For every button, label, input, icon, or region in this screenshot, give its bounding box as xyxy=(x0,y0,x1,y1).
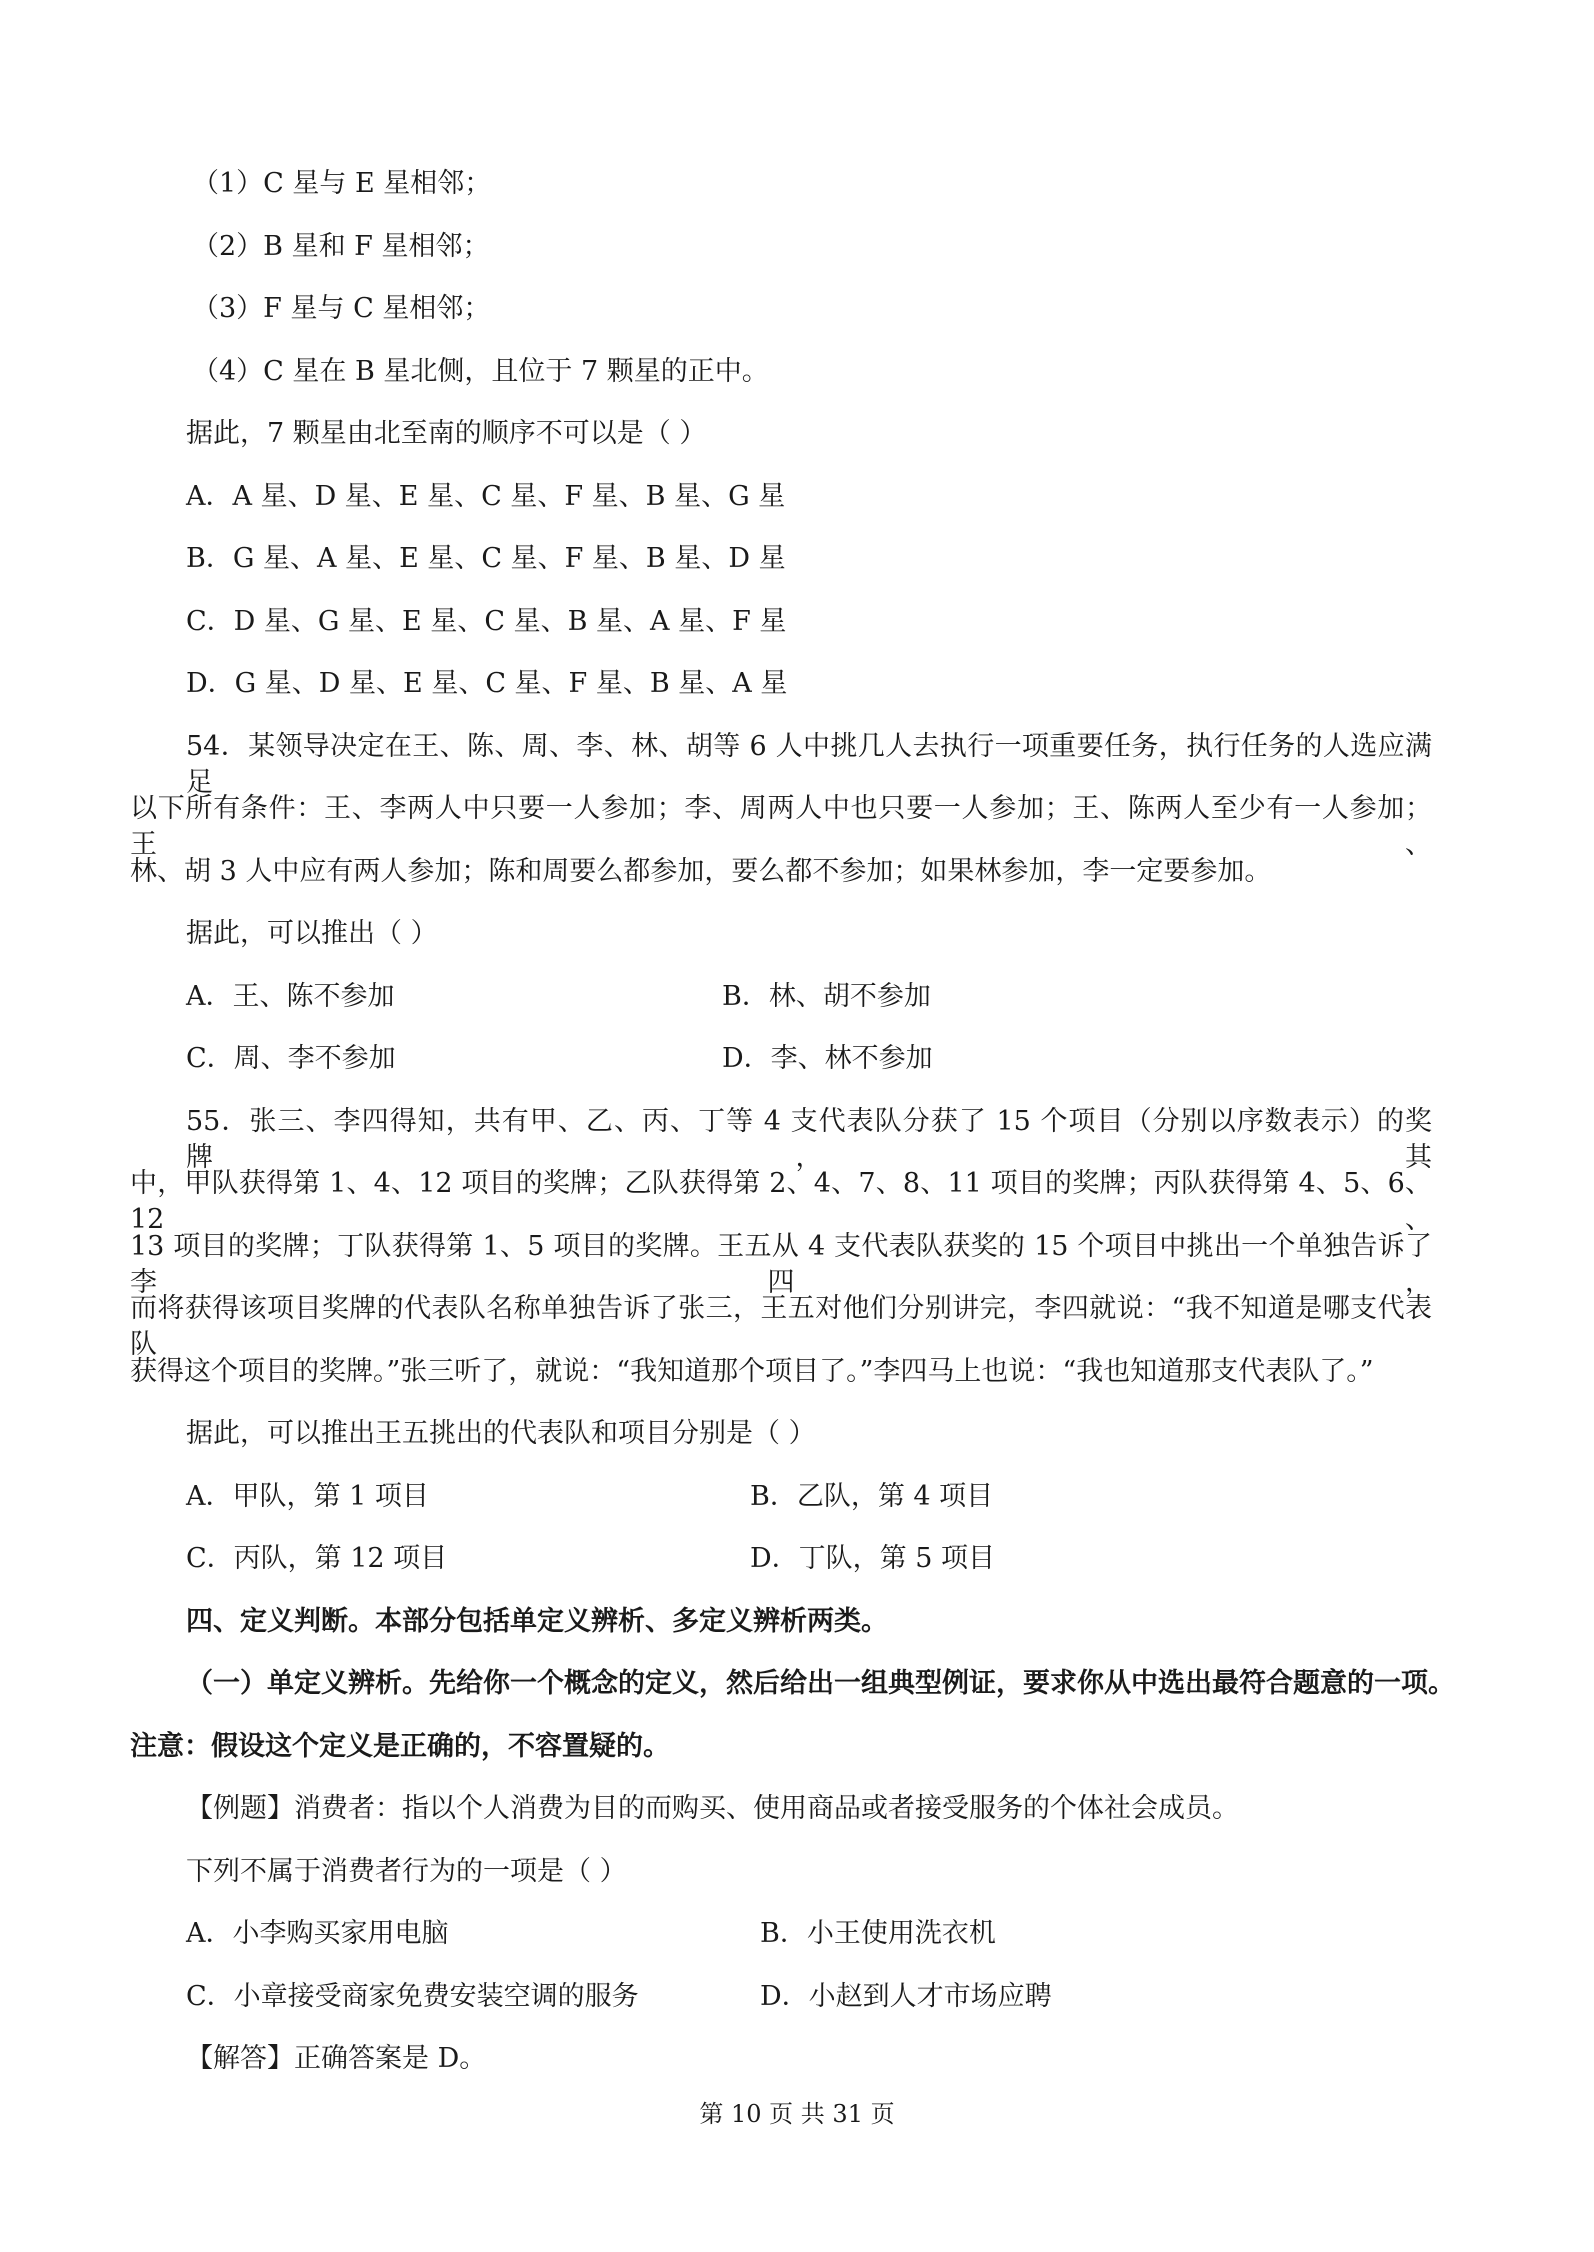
q55-stem-line-4: 而将获得该项目奖牌的代表队名称单独告诉了张三，王五对他们分别讲完，李四就说：“我不知道是哪支代表队 xyxy=(130,1293,1432,1360)
example-option-b: B．小王使用洗衣机 xyxy=(760,1918,996,1949)
q53-condition-1: （1）C 星与 E 星相邻； xyxy=(192,168,492,199)
q53-option-a: A．A 星、D 星、E 星、C 星、F 星、B 星、G 星 xyxy=(186,481,786,512)
q55-prompt: 据此，可以推出王五挑出的代表队和项目分别是（ ） xyxy=(186,1418,816,1449)
q54-stem-line-2: 以下所有条件：王、李两人中只要一人参加；李、周两人中也只要一人参加；王、陈两人至少有一人参加；王、 xyxy=(130,793,1432,860)
example-option-d: D．小赵到人才市场应聘 xyxy=(760,1981,1052,2012)
q53-condition-4: （4）C 星在 B 星北侧，且位于 7 颗星的正中。 xyxy=(192,356,769,387)
q54-stem-line-1: 54．某领导决定在王、陈、周、李、林、胡等 6 人中挑几人去执行一项重要任务，执行任务的人选应满足 xyxy=(186,731,1432,798)
example-answer: 【解答】正确答案是 D。 xyxy=(186,2043,487,2074)
q55-stem-line-2: 中，甲队获得第 1、4、12 项目的奖牌；乙队获得第 2、4、7、8、11 项目的奖牌；丙队获得第 4、5、6、12、 xyxy=(130,1168,1432,1235)
q55-stem-line-3: 13 项目的奖牌；丁队获得第 1、5 项目的奖牌。王五从 4 支代表队获奖的 15 个项目中挑出一个单独告诉了李四， xyxy=(130,1231,1432,1298)
q54-option-b: B．林、胡不参加 xyxy=(722,981,931,1012)
section-4-subheading: （一）单定义辨析。先给你一个概念的定义，然后给出一组典型例证，要求你从中选出最符合题意的一项。 xyxy=(186,1668,1455,1699)
q55-option-a: A．甲队，第 1 项目 xyxy=(186,1481,429,1512)
q53-condition-2: （2）B 星和 F 星相邻； xyxy=(192,231,490,262)
q54-option-a: A．王、陈不参加 xyxy=(186,981,395,1012)
q53-option-d: D．G 星、D 星、E 星、C 星、F 星、B 星、A 星 xyxy=(186,668,788,699)
q53-condition-3: （3）F 星与 C 星相邻； xyxy=(192,293,491,324)
example-definition: 【例题】消费者：指以个人消费为目的而购买、使用商品或者接受服务的个体社会成员。 xyxy=(186,1793,1239,1824)
q55-option-b: B．乙队，第 4 项目 xyxy=(750,1481,994,1512)
q55-stem-line-1: 55．张三、李四得知，共有甲、乙、丙、丁等 4 支代表队分获了 15 个项目（分别以序数表示）的奖牌，其 xyxy=(186,1106,1432,1173)
section-4-heading: 四、定义判断。本部分包括单定义辨析、多定义辨析两类。 xyxy=(186,1606,888,1637)
page-number-footer: 第 10 页 共 31 页 xyxy=(699,2100,895,2128)
q53-option-c: C．D 星、G 星、E 星、C 星、B 星、A 星、F 星 xyxy=(186,606,787,637)
section-4-note: 注意：假设这个定义是正确的，不容置疑的。 xyxy=(130,1731,670,1762)
q54-stem-line-3: 林、胡 3 人中应有两人参加；陈和周要么都参加，要么都不参加；如果林参加，李一定要参加。 xyxy=(130,856,1272,887)
q54-option-c: C．周、李不参加 xyxy=(186,1043,396,1074)
q53-prompt: 据此，7 颗星由北至南的顺序不可以是（ ） xyxy=(186,418,707,449)
q53-option-b: B．G 星、A 星、E 星、C 星、F 星、B 星、D 星 xyxy=(186,543,786,574)
q55-stem-line-5: 获得这个项目的奖牌。”张三听了，就说：“我知道那个项目了。”李四马上也说：“我也知道那支代表队了。” xyxy=(130,1356,1374,1387)
example-prompt: 下列不属于消费者行为的一项是（ ） xyxy=(186,1856,627,1887)
q54-prompt: 据此，可以推出（ ） xyxy=(186,918,438,949)
q54-option-d: D．李、林不参加 xyxy=(722,1043,933,1074)
q55-option-d: D．丁队，第 5 项目 xyxy=(750,1543,995,1574)
q55-option-c: C．丙队，第 12 项目 xyxy=(186,1543,448,1574)
example-option-a: A．小李购买家用电脑 xyxy=(186,1918,449,1949)
example-option-c: C．小章接受商家免费安装空调的服务 xyxy=(186,1981,639,2012)
